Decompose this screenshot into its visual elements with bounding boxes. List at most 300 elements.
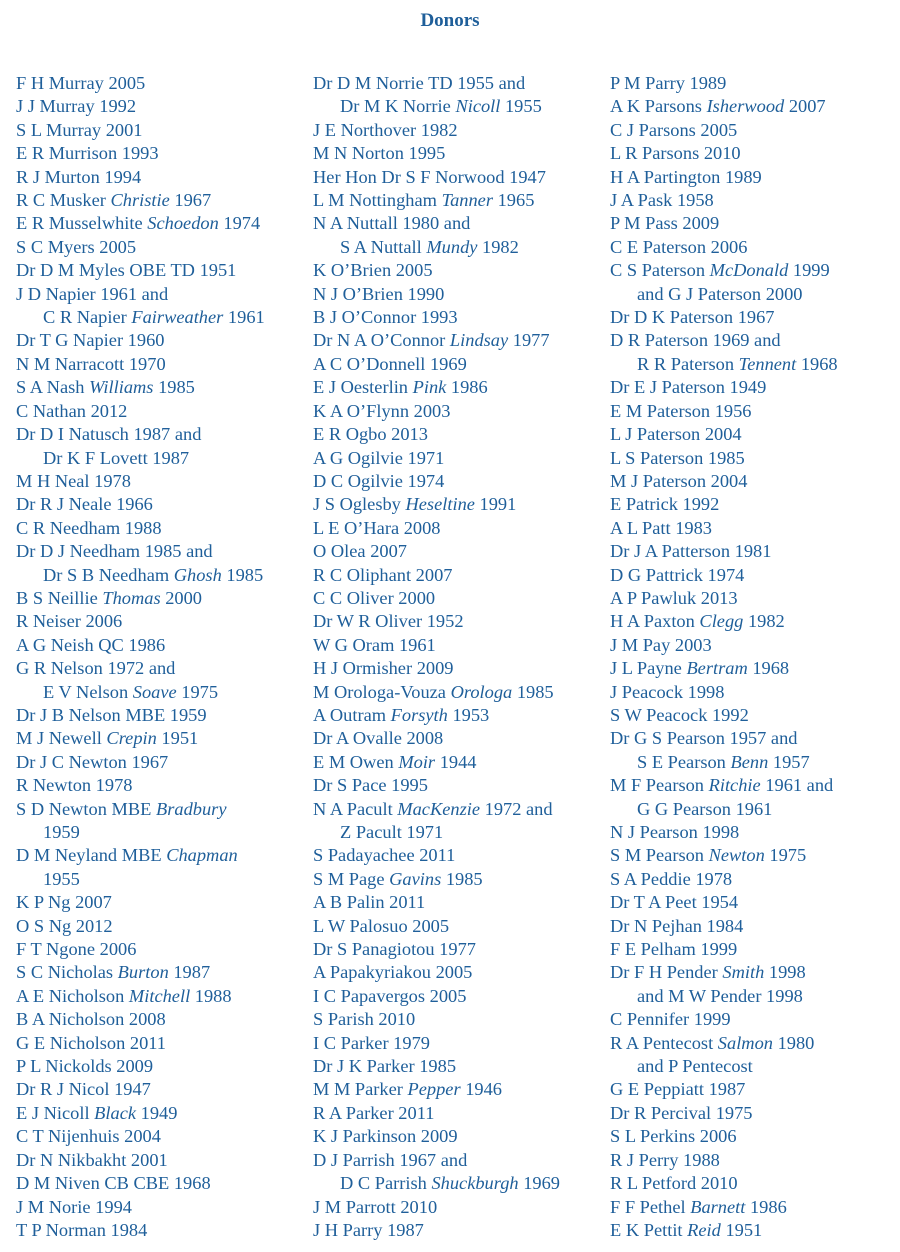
donor-text: B A Nicholson 2008	[16, 1009, 166, 1030]
donor-maiden-name: Mundy	[426, 236, 478, 257]
donor-entry	[313, 72, 605, 95]
donor-text: E M Owen	[313, 751, 399, 772]
donor-entry	[313, 329, 605, 352]
donor-text: K P Ng 2007	[16, 892, 112, 913]
donor-entry	[610, 1172, 900, 1195]
donor-entry	[313, 1149, 605, 1172]
donor-entry	[16, 844, 308, 867]
donor-text: I C Parker 1979	[313, 1032, 430, 1053]
donor-text: Dr R Percival 1975	[610, 1102, 753, 1123]
donor-text: R Neiser 2006	[16, 611, 123, 632]
donor-text: A L Patt 1983	[610, 517, 713, 538]
donor-text: R J Perry 1988	[610, 1149, 720, 1170]
donor-text: R L Petford 2010	[610, 1173, 738, 1194]
donor-entry	[16, 751, 308, 774]
donor-text: and M W Pender 1998	[637, 985, 803, 1006]
donor-entry	[16, 1196, 308, 1219]
donor-entry	[313, 283, 605, 306]
donor-text: Dr F H Pender	[610, 962, 723, 983]
donor-text: R C Musker	[16, 190, 111, 211]
donor-entry	[610, 1102, 900, 1125]
donor-text: O S Ng 2012	[16, 915, 113, 936]
donor-text: 1985	[441, 868, 483, 889]
donor-text: 1974	[218, 213, 261, 234]
donor-maiden-name: Lindsay	[449, 330, 509, 351]
donor-entry	[313, 891, 605, 914]
donor-maiden-name: Moir	[398, 751, 436, 772]
donor-text: 1967	[169, 190, 212, 211]
donor-entry	[16, 376, 308, 399]
donor-entry	[16, 985, 308, 1008]
donor-entry	[16, 189, 308, 212]
donor-entry	[610, 329, 900, 352]
donor-entry-continuation	[313, 821, 605, 844]
donor-maiden-name: Clegg	[699, 611, 744, 632]
donor-text: Dr J C Newton 1967	[16, 751, 169, 772]
donor-text: Dr S B Needham	[43, 564, 174, 585]
donor-maiden-name: Bradbury	[155, 798, 227, 819]
donor-text: H J Ormisher 2009	[313, 658, 454, 679]
donor-entry	[16, 353, 308, 376]
donor-text: G E Peppiatt 1987	[610, 1079, 746, 1100]
donor-text: 1987	[168, 962, 211, 983]
donor-maiden-name: Nicoll	[455, 96, 501, 117]
donor-entry	[610, 564, 900, 587]
donor-entry	[16, 891, 308, 914]
donor-entry	[610, 634, 900, 657]
donor-text: R Newton 1978	[16, 775, 133, 796]
donor-entry	[16, 236, 308, 259]
donor-entry	[16, 119, 308, 142]
donor-entry	[16, 657, 308, 680]
donor-entry	[610, 119, 900, 142]
donor-text: Dr D K Paterson 1967	[610, 307, 775, 328]
donor-entry	[313, 166, 605, 189]
donor-text: J M Pay 2003	[610, 634, 712, 655]
donor-entry	[313, 306, 605, 329]
donor-text: Dr D M Myles OBE TD 1951	[16, 260, 237, 281]
donor-text: C Nathan 2012	[16, 400, 128, 421]
donor-entry	[16, 259, 308, 282]
donor-text: N A Pacult	[313, 798, 398, 819]
donor-entry	[313, 1078, 605, 1101]
donor-maiden-name: McDonald	[709, 260, 789, 281]
donor-maiden-name: Smith	[722, 962, 765, 983]
donor-text: 1955	[43, 868, 80, 889]
donor-text: I C Papavergos 2005	[313, 985, 467, 1006]
donor-maiden-name: Benn	[730, 751, 769, 772]
donor-text: L M Nottingham	[313, 190, 442, 211]
donor-text: C E Paterson 2006	[610, 236, 748, 257]
donor-text: H A Partington 1989	[610, 166, 762, 187]
donor-text: D J Parrish 1967 and	[313, 1149, 468, 1170]
donor-entry	[610, 1196, 900, 1219]
donor-text: E R Murrison 1993	[16, 143, 159, 164]
donor-entry	[610, 447, 900, 470]
donor-text: Dr J A Patterson 1981	[610, 541, 772, 562]
donor-entry	[610, 1149, 900, 1172]
donor-entry	[16, 938, 308, 961]
donor-text: Dr G S Pearson 1957 and	[610, 728, 798, 749]
donor-entry	[16, 798, 308, 821]
donor-text: A Papakyriakou 2005	[313, 962, 473, 983]
donor-text: A C O’Donnell 1969	[313, 353, 467, 374]
donor-entry	[610, 915, 900, 938]
donor-text: G G Pearson 1961	[637, 798, 773, 819]
donor-entry-continuation	[610, 985, 900, 1008]
donor-entry	[313, 1219, 605, 1242]
donor-text: Dr T A Peet 1954	[610, 892, 739, 913]
donor-text: T P Norman 1984	[16, 1219, 148, 1240]
donor-entry	[313, 587, 605, 610]
donor-text: 1965	[493, 190, 535, 211]
donor-entry	[16, 1078, 308, 1101]
donor-text: F F Pethel	[610, 1196, 691, 1217]
donor-entry-continuation	[610, 353, 900, 376]
donor-text: Dr J K Parker 1985	[313, 1056, 457, 1077]
donor-entry	[610, 868, 900, 891]
donor-text: F H Murray 2005	[16, 73, 146, 93]
donor-entry-continuation	[313, 95, 605, 118]
donor-text: K A O’Flynn 2003	[313, 400, 451, 421]
donor-column-3	[610, 72, 900, 1242]
donor-text: D M Niven CB CBE 1968	[16, 1173, 211, 1194]
donor-text: J S Oglesby	[313, 494, 406, 515]
donor-text: Dr A Ovalle 2008	[313, 728, 444, 749]
donor-entry	[313, 938, 605, 961]
donor-text: M Orologa-Vouza	[313, 681, 451, 702]
donor-entry	[610, 470, 900, 493]
donor-entry	[313, 1008, 605, 1031]
donor-entry	[16, 212, 308, 235]
donor-entry	[313, 517, 605, 540]
donor-text: D C Parrish	[340, 1173, 432, 1194]
donor-entry	[313, 259, 605, 282]
donor-entry	[610, 961, 900, 984]
donor-entry	[16, 1219, 308, 1242]
donor-entry	[610, 72, 900, 95]
donor-text: L J Paterson 2004	[610, 424, 742, 445]
donor-text: M H Neal 1978	[16, 470, 131, 491]
donor-entry	[313, 212, 605, 235]
donor-text: R J Murton 1994	[16, 166, 142, 187]
donor-text: E V Nelson	[43, 681, 133, 702]
donor-text: L W Palosuo 2005	[313, 915, 450, 936]
donor-maiden-name: Shuckburgh	[431, 1173, 519, 1194]
donor-entry	[313, 681, 605, 704]
donor-text: M F Pearson	[610, 775, 709, 796]
donor-entry-continuation	[313, 236, 605, 259]
donor-text: S L Perkins 2006	[610, 1126, 737, 1147]
donor-text: Dr D M Norrie TD 1955 and	[313, 73, 526, 93]
donor-entry	[313, 915, 605, 938]
donor-text: 1985	[153, 377, 195, 398]
donor-entry	[313, 423, 605, 446]
donor-entry	[313, 704, 605, 727]
donor-entry	[16, 423, 308, 446]
donor-entry	[610, 704, 900, 727]
donor-text: Dr N A O’Connor	[313, 330, 450, 351]
donor-text: 1968	[747, 658, 790, 679]
donor-text: W G Oram 1961	[313, 634, 436, 655]
donor-text: M J Newell	[16, 728, 107, 749]
donor-text: R R Paterson	[637, 353, 739, 374]
donor-text: S C Nicholas	[16, 962, 118, 983]
donor-text: A P Pawluk 2013	[610, 587, 738, 608]
donor-text: P M Pass 2009	[610, 213, 720, 234]
donor-text: Dr S Panagiotou 1977	[313, 939, 476, 960]
donor-text: F T Ngone 2006	[16, 939, 137, 960]
page-title: Donors	[420, 10, 480, 31]
donor-text: M N Norton 1995	[313, 143, 446, 164]
donor-text: H A Paxton	[610, 611, 700, 632]
donor-maiden-name: Fairweather	[131, 307, 224, 328]
donor-entry	[16, 1102, 308, 1125]
donor-text: and G J Paterson 2000	[637, 283, 803, 304]
donor-text: P M Parry 1989	[610, 73, 727, 93]
donor-text: J M Norie 1994	[16, 1196, 132, 1217]
donor-text: S D Newton MBE	[16, 798, 156, 819]
donor-text: C R Napier	[43, 307, 132, 328]
donor-text: 1968	[796, 353, 838, 374]
donor-text: C S Paterson	[610, 260, 710, 281]
donor-entry	[16, 774, 308, 797]
donor-entry	[16, 95, 308, 118]
donor-entry	[16, 493, 308, 516]
donor-text: 1986	[446, 377, 488, 398]
donor-maiden-name: Schoedon	[147, 213, 219, 234]
donor-text: 1975	[176, 681, 219, 702]
donor-text: E Patrick 1992	[610, 494, 720, 515]
donor-text: Dr R J Neale 1966	[16, 494, 153, 515]
donor-text: E M Paterson 1956	[610, 400, 752, 421]
donor-text: Dr K F Lovett 1987	[43, 447, 190, 468]
donor-text: K O’Brien 2005	[313, 260, 433, 281]
donor-entry	[313, 1102, 605, 1125]
donor-entry	[16, 1032, 308, 1055]
donor-entry	[610, 1219, 900, 1242]
donor-text: C R Needham 1988	[16, 517, 162, 538]
donor-entry	[313, 564, 605, 587]
donor-text: 2000	[160, 587, 202, 608]
donor-entry	[16, 1125, 308, 1148]
donor-text: N J O’Brien 1990	[313, 283, 445, 304]
donor-text: A G Ogilvie 1971	[313, 447, 445, 468]
donor-entry-continuation	[610, 283, 900, 306]
donor-entry-continuation	[16, 681, 308, 704]
donor-text: P L Nickolds 2009	[16, 1056, 154, 1077]
donor-text: A E Nicholson	[16, 985, 129, 1006]
donor-entry-continuation	[16, 447, 308, 470]
donor-entry	[313, 1055, 605, 1078]
donor-entry	[16, 961, 308, 984]
donor-text: Dr J B Nelson MBE 1959	[16, 704, 207, 725]
donor-entry	[16, 540, 308, 563]
donor-entry-continuation	[16, 564, 308, 587]
donor-text: J H Parry 1987	[313, 1219, 424, 1240]
donor-entry	[610, 844, 900, 867]
donor-text: J J Murray 1992	[16, 96, 137, 117]
donor-text: 1998	[764, 962, 806, 983]
donor-entry	[313, 1125, 605, 1148]
donor-text: S C Myers 2005	[16, 236, 137, 257]
donor-maiden-name: MacKenzie	[397, 798, 481, 819]
donor-entry	[313, 634, 605, 657]
donor-text: 1982	[743, 611, 785, 632]
donor-text: M M Parker	[313, 1079, 408, 1100]
donor-text: 1991	[474, 494, 517, 515]
donor-text: 1953	[447, 704, 490, 725]
donor-maiden-name: Burton	[117, 962, 169, 983]
donor-maiden-name: Heseltine	[405, 494, 475, 515]
donor-text: 1959	[43, 822, 80, 842]
donor-maiden-name: Newton	[708, 845, 765, 866]
donor-text: B S Neillie	[16, 587, 103, 608]
donor-text: Dr T G Napier 1960	[16, 330, 165, 351]
donor-entry	[16, 704, 308, 727]
donor-entry-continuation	[16, 306, 308, 329]
donor-text: J M Parrott 2010	[313, 1196, 438, 1217]
donor-text: O Olea 2007	[313, 541, 407, 562]
donor-text: Dr N Nikbakht 2001	[16, 1149, 168, 1170]
donor-text: 1969	[518, 1173, 561, 1194]
donor-maiden-name: Forsyth	[390, 704, 448, 725]
donor-text: E K Pettit	[610, 1219, 688, 1240]
donor-text: 1986	[745, 1196, 787, 1217]
donor-text: 1988	[190, 985, 232, 1006]
donor-text: A B Palin 2011	[313, 892, 426, 913]
donor-text: Dr E J Paterson 1949	[610, 377, 767, 398]
donor-entry	[313, 1032, 605, 1055]
donor-text: D G Pattrick 1974	[610, 564, 745, 585]
donor-entry	[610, 727, 900, 750]
donor-entry	[610, 774, 900, 797]
donor-text: R C Oliphant 2007	[313, 564, 453, 585]
donor-text: E J Oesterlin	[313, 377, 413, 398]
donor-text: J A Pask 1958	[610, 190, 714, 211]
donor-entry	[610, 166, 900, 189]
donor-maiden-name: Bertram	[686, 658, 748, 679]
donor-entry	[610, 657, 900, 680]
donor-text: C C Oliver 2000	[313, 587, 436, 608]
donor-text: C Pennifer 1999	[610, 1009, 731, 1030]
donor-maiden-name: Reid	[687, 1219, 721, 1240]
donor-entry	[313, 353, 605, 376]
donor-text: 1972 and	[480, 798, 553, 819]
donor-text: C T Nijenhuis 2004	[16, 1126, 161, 1147]
donor-entry	[313, 610, 605, 633]
donor-text: E R Ogbo 2013	[313, 424, 428, 445]
donor-text: D C Ogilvie 1974	[313, 470, 445, 491]
donor-maiden-name: Isherwood	[706, 96, 785, 117]
donor-text: E R Musselwhite	[16, 213, 148, 234]
donor-text: R A Pentecost	[610, 1032, 718, 1053]
donor-maiden-name: Salmon	[717, 1032, 773, 1053]
donor-entry-continuation	[313, 1172, 605, 1195]
donor-entry	[610, 587, 900, 610]
donor-entry	[610, 95, 900, 118]
donor-entry-continuation	[16, 821, 308, 844]
donor-text: N A Nuttall 1980 and	[313, 213, 471, 234]
donor-text: 1961	[223, 307, 265, 328]
donor-entry	[610, 259, 900, 282]
donor-entry	[610, 610, 900, 633]
donor-entry	[313, 961, 605, 984]
donor-entry	[610, 376, 900, 399]
donor-text: B J O’Connor 1993	[313, 307, 458, 328]
donor-text: 1977	[508, 330, 550, 351]
donor-entry	[313, 985, 605, 1008]
donor-text: Dr R J Nicol 1947	[16, 1079, 151, 1100]
donor-entry	[16, 727, 308, 750]
donor-entry	[610, 306, 900, 329]
donor-maiden-name: Chapman	[166, 845, 238, 866]
donor-column-2	[313, 72, 605, 1242]
donor-text: J L Payne	[610, 658, 687, 679]
donor-text: J E Northover 1982	[313, 119, 458, 140]
donor-text: 1985	[512, 681, 554, 702]
donor-entry	[610, 821, 900, 844]
donor-text: S A Nuttall	[340, 236, 427, 257]
donor-maiden-name: Williams	[89, 377, 154, 398]
donor-text: S Parish 2010	[313, 1009, 416, 1030]
donor-text: J D Napier 1961 and	[16, 283, 169, 304]
donor-entry	[610, 517, 900, 540]
donor-maiden-name: Christie	[110, 190, 170, 211]
donor-maiden-name: Barnett	[690, 1196, 746, 1217]
donor-entry	[610, 189, 900, 212]
donor-maiden-name: Black	[94, 1102, 137, 1123]
donor-text: Dr M K Norrie	[340, 96, 456, 117]
donor-entry-continuation	[16, 868, 308, 891]
donor-entry	[610, 493, 900, 516]
donor-entry	[16, 329, 308, 352]
donor-text: Dr S Pace 1995	[313, 775, 428, 796]
donor-text: 1955	[500, 96, 542, 117]
donor-text: A K Parsons	[610, 96, 707, 117]
donor-text: 1999	[788, 260, 830, 281]
donor-entry	[313, 868, 605, 891]
donor-text: 1957	[768, 751, 810, 772]
donor-entry	[16, 400, 308, 423]
donor-maiden-name: Orologa	[450, 681, 513, 702]
donor-text: 1951	[156, 728, 199, 749]
donor-entry	[610, 212, 900, 235]
donor-entry	[610, 142, 900, 165]
donor-entry	[16, 915, 308, 938]
donor-text: N J Pearson 1998	[610, 822, 740, 842]
donor-entry	[313, 142, 605, 165]
donor-entry	[16, 587, 308, 610]
donor-text: J Peacock 1998	[610, 681, 725, 702]
donor-entry	[313, 657, 605, 680]
donor-maiden-name: Ghosh	[173, 564, 222, 585]
donor-text: S E Pearson	[637, 751, 731, 772]
donor-entry	[610, 236, 900, 259]
donor-text: S A Peddie 1978	[610, 868, 733, 889]
donor-maiden-name: Soave	[132, 681, 177, 702]
donor-text: Z Pacult 1971	[340, 822, 444, 842]
donor-maiden-name: Pepper	[407, 1079, 461, 1100]
donor-entry-continuation	[610, 751, 900, 774]
donor-entry	[313, 1196, 605, 1219]
donor-entry	[313, 400, 605, 423]
donor-text: 1982	[477, 236, 519, 257]
donor-entry	[610, 1125, 900, 1148]
donor-entry	[16, 470, 308, 493]
donor-entry	[610, 1032, 900, 1055]
donor-text: 1949	[136, 1102, 178, 1123]
